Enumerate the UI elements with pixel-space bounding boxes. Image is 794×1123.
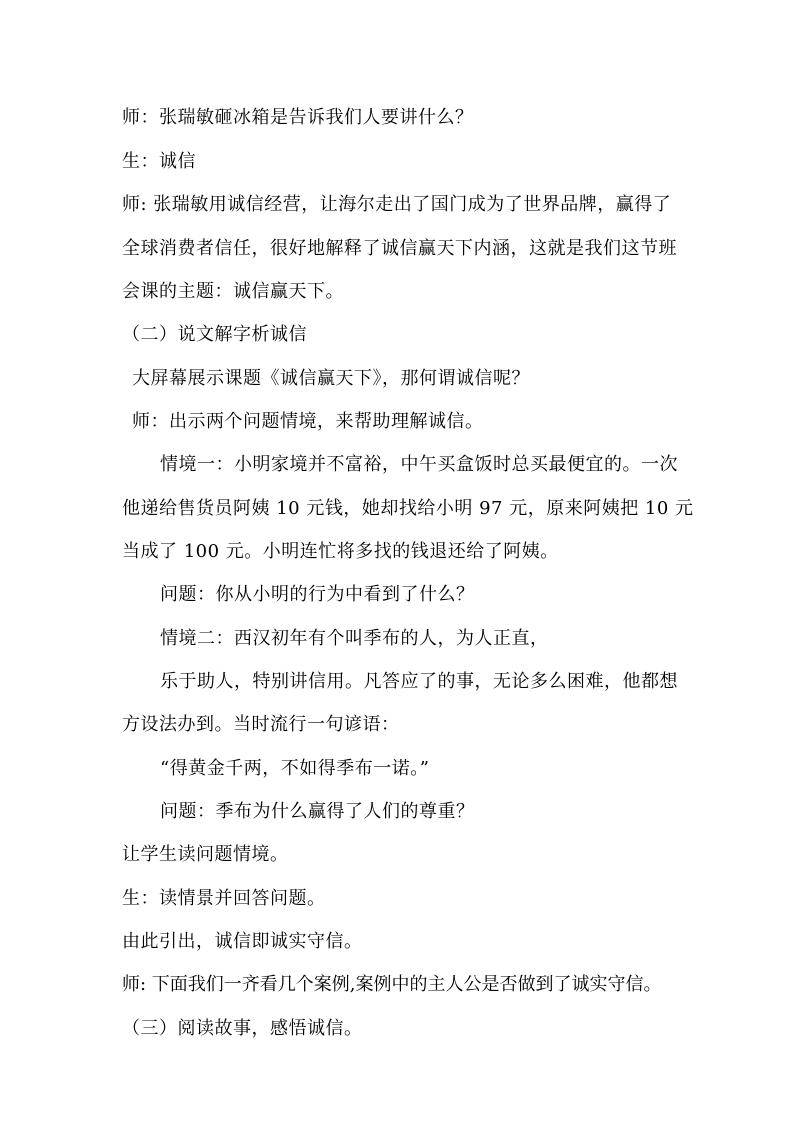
- paragraph-line: 由此引出，诚信即诚实守信。: [122, 931, 363, 952]
- proverb-quote: “得黄金千两，不如得季布一诺。”: [160, 758, 430, 779]
- dialogue-student-answer: 生：读情景并回答问题。: [122, 888, 326, 909]
- scenario-two-line: 乐于助人，特别讲信用。凡答应了的事，无论多么困难，他都想: [160, 671, 678, 692]
- question-one: 问题：你从小明的行为中看到了什么？: [160, 584, 475, 605]
- paragraph-line: 全球消费者信任，很好地解释了诚信赢天下内涵，这就是我们这节班: [122, 238, 677, 259]
- paragraph-line: 师：出示两个问题情境，来帮助理解诚信。: [132, 411, 484, 432]
- section-heading-2: （二）说文解字析诚信: [122, 324, 307, 345]
- paragraph-line: 师: 下面我们一齐看几个案例,案例中的主人公是否做到了诚实守信。: [122, 974, 662, 995]
- section-heading-3: （三）阅读故事，感悟诚信。: [122, 1018, 363, 1039]
- dialogue-student-answer: 生：诚信: [122, 151, 196, 172]
- question-two: 问题：季布为什么赢得了人们的尊重？: [160, 801, 475, 822]
- paragraph-line: 大屏幕展示课题《诚信赢天下》，那何谓诚信呢？: [132, 368, 530, 389]
- scenario-one-line: 当成了 100 元。小明连忙将多找的钱退还给了阿姨。: [122, 541, 559, 562]
- scenario-one-line: 情境一：小明家境并不富裕，中午买盒饭时总买最便宜的。一次: [160, 454, 678, 475]
- paragraph-line: 师: 张瑞敏用诚信经营，让海尔走出了国门成为了世界品牌，赢得了: [122, 194, 672, 215]
- scenario-two-line: 情境二：西汉初年有个叫季布的人，为人正直，: [160, 628, 549, 649]
- scenario-one-line: 他递给售货员阿姨 10 元钱，她却找给小明 97 元，原来阿姨把 10 元: [122, 498, 694, 519]
- paragraph-line: 会课的主题：诚信赢天下。: [122, 281, 344, 302]
- paragraph-line: 让学生读问题情境。: [122, 844, 289, 865]
- dialogue-teacher-question: 师：张瑞敏砸冰箱是告诉我们人要讲什么？: [122, 107, 474, 128]
- scenario-two-line: 方设法办到。当时流行一句谚语：: [122, 714, 400, 735]
